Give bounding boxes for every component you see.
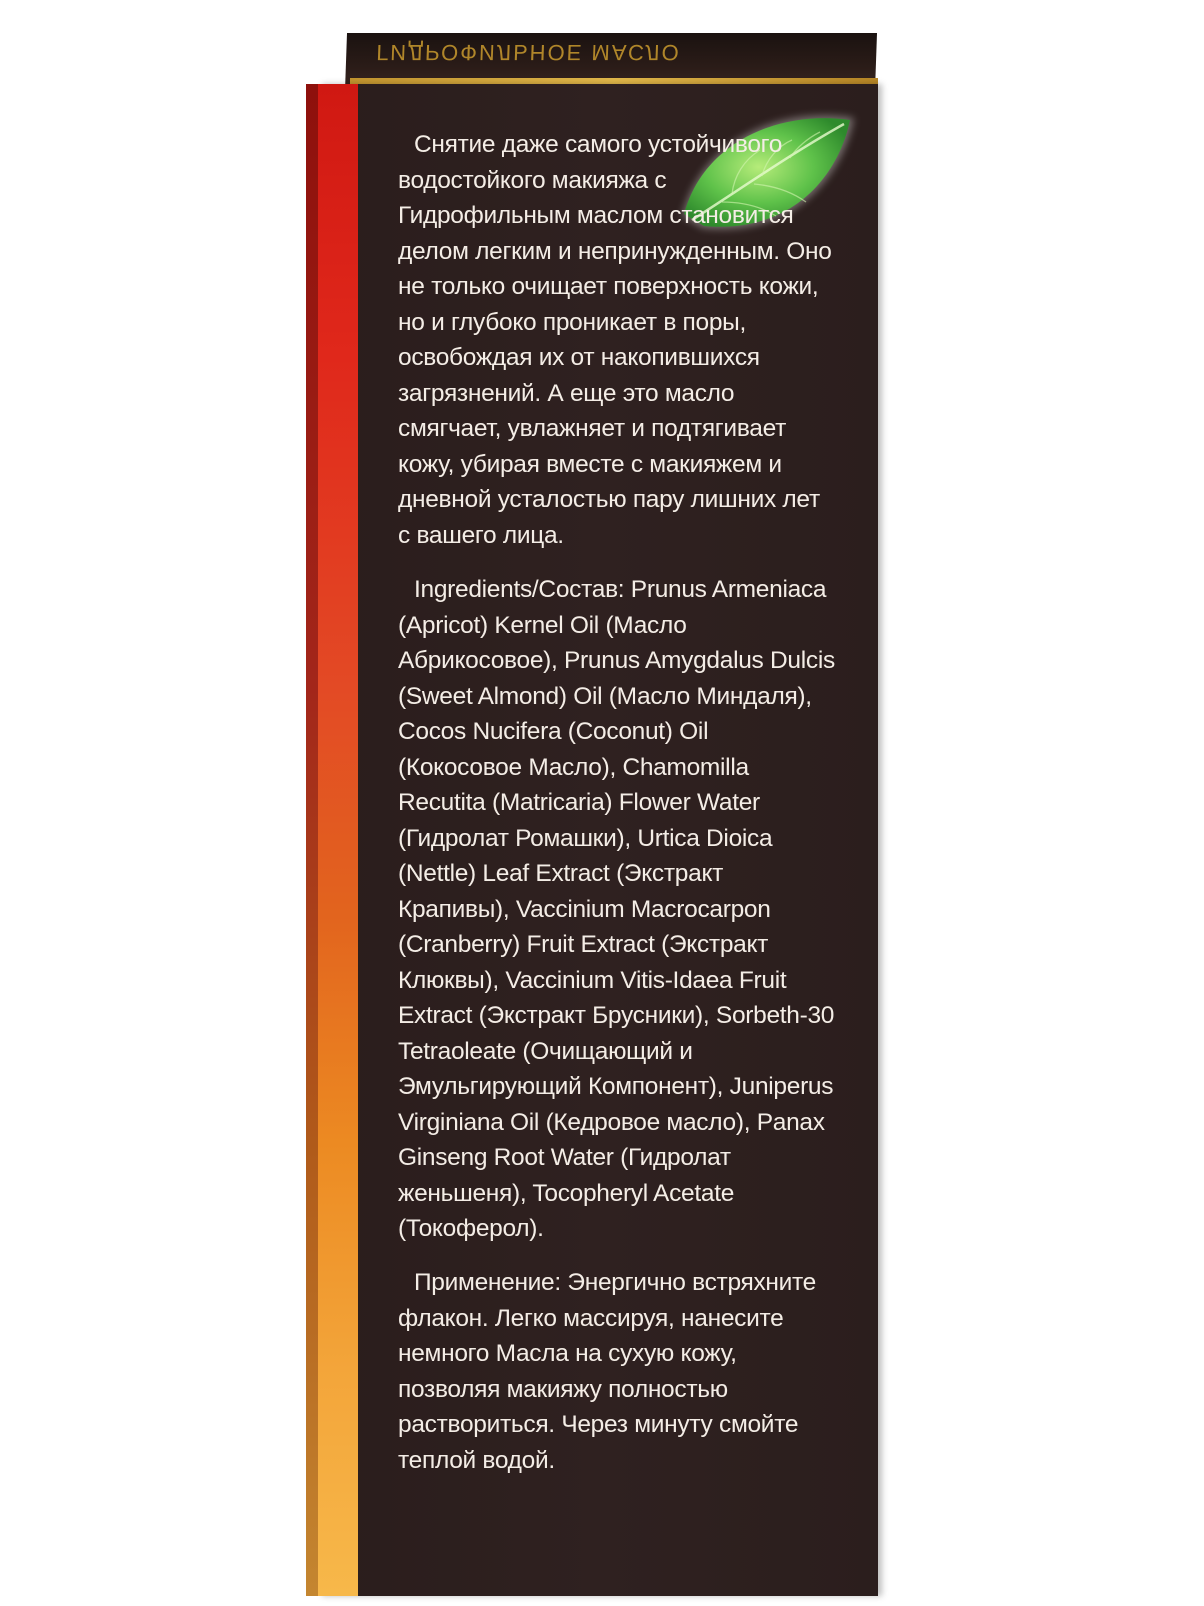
description-block [398,127,838,553]
usage-text: Применение: Энергично встряхните флакон. Легко массируя, нанесите немного Масла на сухую кожу, позволяя макияжу полностью раствориться. Через минуту смойте теплой водой. [398,1269,817,1474]
ingredients-block [398,572,838,1247]
top-flap-mirrored-text: ГИДРОФИЛЬНОЕ МАСЛО [375,40,682,65]
color-gradient-stripe [318,84,358,1596]
usage-block [398,1265,838,1478]
ingredients-text: Ingredients/Состав: Prunus Armeniaca (Apricot) Kernel Oil (Масло Абрикосовое), Prunus Amygdalus Dulcis (Sweet Almond) Oil (Масло Миндаля), Cocos Nucifera (Coconut) Oil (Кокосовое Масло), Chamomilla Recutita (Matricaria) Flower Water (Гидролат Ромашки), Urtica Dioica (Nettle) Leaf Extract (Экстракт Крапивы), Vaccinium Macrocarpon (Cranberry) Fruit Extract (Экстракт Клюквы), Vaccinium Vitis-Idaea Fruit Extract (Экстракт Брусники), Sorbeth-30 Tetraoleate (Очищающий и Эмульгирующий Компонент), Juniperus Virginiana Oil (Кедровое масло), Panax Ginseng Root Water (Гидролат женьшеня), Tocopheryl Acetate (Токоферол). [398,576,835,1242]
box-side-edge [306,84,318,1596]
description-text: Снятие даже самого устойчивого водостойкого макияжа с Гидрофильным маслом становится делом легким и непринужденным. Оно не только очищает поверхность кожи, но и глубоко проникает в поры, освобождая их от накопившихся загрязнений. А еще это масло смягчает, увлажняет и подтягивает кожу, убирая вместе с макияжем и дневной усталостью пару лишних лет с вашего лица. [398,131,832,549]
